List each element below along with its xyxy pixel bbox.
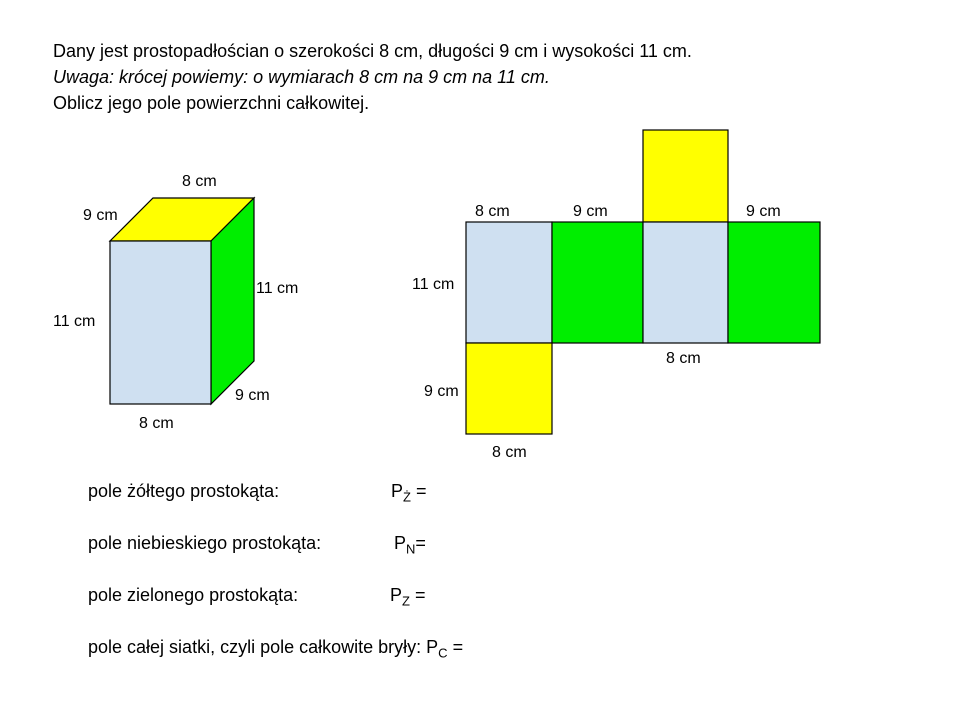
task-line-note: Uwaga: krócej powiemy: o wymiarach 8 cm na 9 cm na 11 cm.	[53, 67, 550, 87]
cuboid-front-face	[110, 241, 211, 404]
symbol-yellow-area	[391, 481, 427, 505]
task-line-dimensions: Dany jest prostopadłościan o szerokości 8 cm, długości 9 cm i wysokości 11 cm.	[53, 41, 692, 61]
net-top-yellow-rect	[643, 130, 728, 222]
net-width-label-bottom: 8 cm	[492, 444, 527, 461]
question-green-area: pole zielonego prostokąta:	[88, 585, 299, 605]
cuboid-bottom-width-label: 8 cm	[139, 415, 174, 432]
net-blue-rect-right	[643, 222, 728, 343]
question-total-area	[88, 637, 463, 661]
cuboid-right-height-label: 11 cm	[256, 280, 299, 297]
equals-sign: =	[414, 585, 426, 605]
symbol-sub: C	[438, 645, 448, 661]
symbol-p: P	[394, 533, 407, 553]
cuboid-net	[412, 130, 820, 461]
net-depth-label-top-middle: 9 cm	[573, 203, 608, 220]
equals-sign: =	[452, 637, 464, 657]
task-line-instruction: Oblicz jego pole powierzchni całkowitej.	[53, 93, 370, 113]
net-depth-label-top-right: 9 cm	[746, 203, 781, 220]
symbol-sub: Z	[402, 593, 410, 609]
net-bottom-yellow-rect	[466, 343, 552, 434]
net-green-rect-right	[728, 222, 820, 343]
symbol-blue-area	[394, 533, 426, 557]
net-width-label-top-left: 8 cm	[475, 203, 510, 220]
question-yellow-area: pole żółtego prostokąta:	[88, 481, 280, 501]
net-height-label: 11 cm	[412, 276, 455, 293]
question-blue-area: pole niebieskiego prostokąta:	[88, 533, 322, 553]
cuboid-top-width-label: 8 cm	[182, 173, 217, 190]
symbol-p: P	[391, 481, 404, 501]
equals-sign: =	[415, 481, 427, 501]
cuboid-left-height-label: 11 cm	[53, 313, 96, 330]
symbol-sub: N	[406, 541, 416, 557]
net-width-label-middle: 8 cm	[666, 350, 701, 367]
cuboid-drawing	[53, 173, 298, 432]
symbol-p: P	[390, 585, 403, 605]
symbol-p: P	[426, 637, 439, 657]
net-green-rect-left	[552, 222, 643, 343]
symbol-sub: Ż	[403, 489, 411, 505]
net-depth-label-bottom: 9 cm	[424, 383, 459, 400]
equals-sign: =	[415, 533, 426, 553]
cuboid-top-depth-label: 9 cm	[83, 207, 118, 224]
net-blue-rect-left	[466, 222, 552, 343]
symbol-green-area	[390, 585, 426, 609]
question-total-label: pole całej siatki, czyli pole całkowite bryły:	[88, 637, 427, 657]
cuboid-bottom-depth-label: 9 cm	[235, 387, 270, 404]
